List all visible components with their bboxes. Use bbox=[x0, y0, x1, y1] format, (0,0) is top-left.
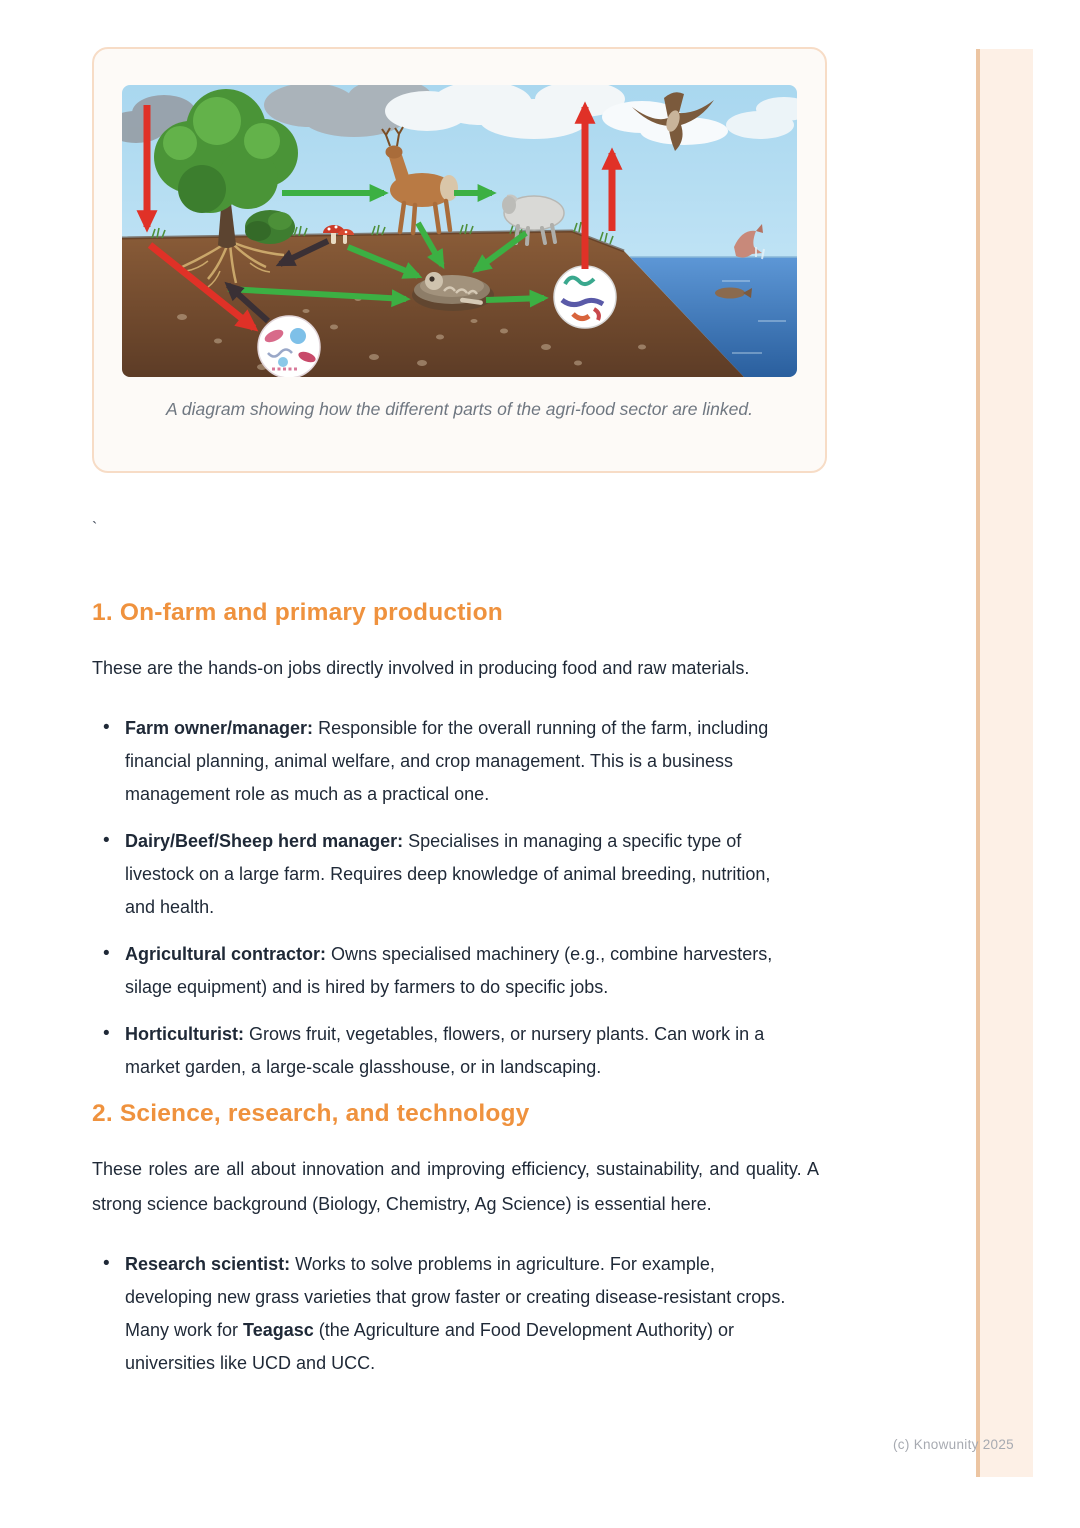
job-desc: (the Agriculture and Food Development Authority) or universities like UCD and UCC. bbox=[125, 1320, 734, 1373]
figure-card bbox=[92, 47, 827, 473]
decomposers-circle bbox=[554, 266, 616, 328]
stray-backtick: ` bbox=[92, 520, 98, 537]
list-item-herd-manager bbox=[92, 825, 827, 924]
job-desc: Works to solve problems in agriculture. For example, developing new grass varieties that grow faster or creating disease-resistant crops. Many work for bbox=[125, 1254, 786, 1340]
job-term: Agricultural contractor: bbox=[125, 944, 327, 964]
section-2-intro: These roles are all about innovation and improving efficiency, sustainability, and quality. A strong science background (Biology, Chemistry, Ag Science) is essential here. bbox=[92, 1159, 819, 1214]
job-term: Dairy/Beef/Sheep herd manager: bbox=[125, 831, 404, 851]
bush-icon bbox=[245, 210, 295, 244]
copyright: (c) Knowunity 2025 bbox=[893, 1437, 1014, 1452]
list-item-farm-owner bbox=[92, 712, 827, 811]
list-item-research-scientist bbox=[92, 1248, 827, 1380]
section-1-list bbox=[92, 712, 827, 1084]
job-term: Research scientist: bbox=[125, 1254, 291, 1274]
job-desc: Responsible for the overall running of the farm, including financial planning, animal welfare, and crop management. This is a business management role as much as a practical one. bbox=[125, 718, 769, 804]
job-term: Horticulturist: bbox=[125, 1024, 244, 1044]
section-1-heading: 1. On-farm and primary production bbox=[92, 599, 503, 626]
side-accent-stripe-fill bbox=[980, 49, 1033, 1477]
section-2-heading: 2. Science, research, and technology bbox=[92, 1100, 530, 1127]
section-2-list bbox=[92, 1248, 827, 1380]
job-term: Farm owner/manager: bbox=[125, 718, 314, 738]
list-item-agricultural-contractor bbox=[92, 938, 827, 1004]
section-1-intro: These are the hands-on jobs directly involved in producing food and raw materials. bbox=[92, 658, 750, 678]
document-content bbox=[92, 0, 827, 1394]
job-desc: Specialises in managing a specific type of livestock on a large farm. Requires deep knowledge of animal breeding, nutrition, and health. bbox=[125, 831, 771, 917]
figure-caption: A diagram showing how the different parts of the agri-food sector are linked. bbox=[166, 399, 753, 419]
job-desc: Grows fruit, vegetables, flowers, or nursery plants. Can work in a market garden, a large-scale glasshouse, or in landscaping. bbox=[125, 1024, 765, 1077]
soil-bacteria-circle bbox=[258, 316, 320, 377]
list-item-horticulturist bbox=[92, 1018, 827, 1084]
ecosystem-illustration bbox=[122, 85, 797, 377]
job-desc: Owns specialised machinery (e.g., combine harvesters, silage equipment) and is hired by farmers to do specific jobs. bbox=[125, 944, 773, 997]
job-desc-bold: Teagasc bbox=[243, 1320, 314, 1340]
